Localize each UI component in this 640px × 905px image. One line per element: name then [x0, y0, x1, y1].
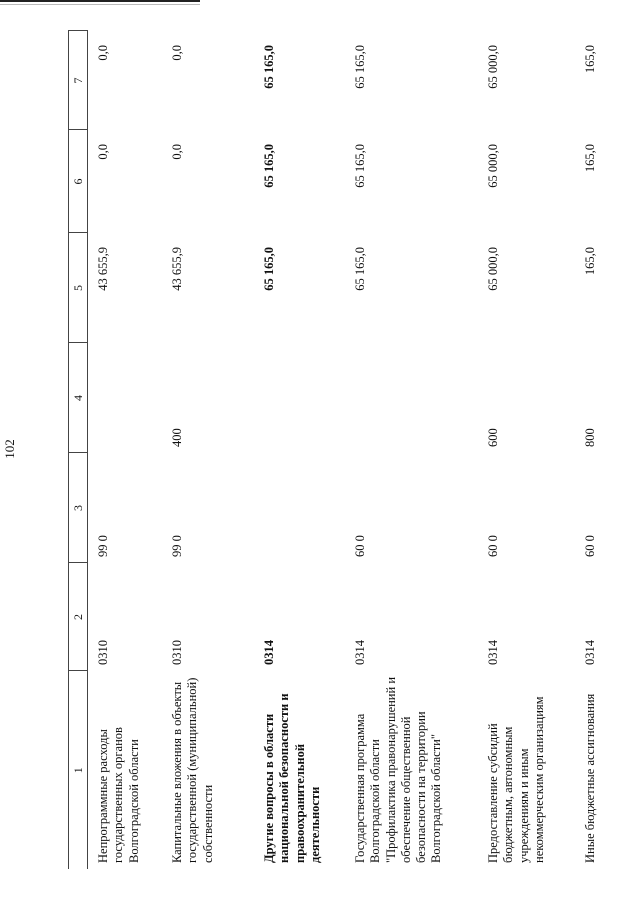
- amount-col7-cell: 65 165,0: [262, 45, 276, 89]
- amount-col6-cell: 165,0: [583, 144, 597, 173]
- table-row: [345, 31, 478, 869]
- amount-col6-cell: 0,0: [170, 144, 184, 160]
- section-code-cell: 0310: [170, 640, 184, 665]
- table-row: [88, 31, 163, 869]
- amount-col6-cell: 65 000,0: [486, 144, 500, 188]
- amount-col7-cell: 0,0: [96, 45, 110, 61]
- amount-col6-cell: 0,0: [96, 144, 110, 160]
- section-code-cell: 0314: [583, 640, 597, 665]
- table-row: [575, 31, 623, 869]
- column-header-7: 7: [69, 31, 88, 130]
- table-row: [162, 31, 254, 869]
- amount-col5-cell: 43 655,9: [96, 247, 110, 291]
- target-code-cell: 60 0: [353, 535, 367, 557]
- expense-type-cell: 600: [486, 428, 500, 447]
- page-number: 102: [2, 439, 17, 459]
- row-name-cell: Непрограммные расходы государственных органов Волгоградской области: [96, 727, 141, 863]
- target-code-cell: 60 0: [583, 535, 597, 557]
- table-row: [478, 31, 575, 869]
- amount-col5-cell: 43 655,9: [170, 247, 184, 291]
- amount-col6-cell: 65 165,0: [353, 144, 367, 188]
- expense-type-cell: [254, 343, 345, 453]
- expense-type-cell: [88, 343, 163, 453]
- column-header-2: 2: [69, 563, 88, 671]
- column-header-3: 3: [69, 453, 88, 563]
- row-name-cell: Капитальные вложения в объекты государственной (муниципальной) собственности: [170, 677, 215, 863]
- section-code-cell: 0314: [486, 640, 500, 665]
- amount-col7-cell: 65 000,0: [486, 45, 500, 89]
- expense-type-cell: 400: [170, 428, 184, 447]
- amount-col5-cell: 65 165,0: [353, 247, 367, 291]
- amount-col7-cell: 0,0: [170, 45, 184, 61]
- row-name-cell: Иные бюджетные ассигнования: [583, 693, 597, 863]
- amount-col7-cell: 165,0: [583, 45, 597, 74]
- row-name-cell: Государственная программа Волгоградской области "Профилактика правонарушений и обеспечение общественной безопасности на территории Волгоградской области": [353, 676, 444, 863]
- column-header-5: 5: [69, 233, 88, 343]
- target-code-cell: 99 0: [170, 535, 184, 557]
- section-code-cell: 0314: [353, 640, 367, 665]
- amount-col5-cell: 65 000,0: [486, 247, 500, 291]
- section-code-cell: 0310: [96, 640, 110, 665]
- target-code-cell: 60 0: [486, 535, 500, 557]
- section-code-cell: 0314: [262, 640, 276, 665]
- column-number-row: [69, 31, 88, 869]
- column-header-4: 4: [69, 343, 88, 453]
- expense-type-cell: 800: [583, 428, 597, 447]
- amount-col6-cell: 65 165,0: [262, 144, 276, 188]
- target-code-cell: 99 0: [96, 535, 110, 557]
- column-header-1: 1: [69, 671, 88, 869]
- row-name-cell: Другие вопросы в области национальной безопасности и правоохранительной деятельности: [262, 693, 322, 863]
- column-header-6: 6: [69, 130, 88, 233]
- target-code-cell: [254, 453, 345, 563]
- amount-col5-cell: 165,0: [583, 247, 597, 276]
- amount-col7-cell: 65 165,0: [353, 45, 367, 89]
- row-name-cell: Предоставление субсидий бюджетным, автономным учреждениям и иным некоммерческим организациям: [486, 696, 546, 863]
- expense-type-cell: [345, 343, 478, 453]
- table-row-section-total: [254, 31, 345, 869]
- budget-table: [68, 31, 623, 870]
- amount-col5-cell: 65 165,0: [262, 247, 276, 291]
